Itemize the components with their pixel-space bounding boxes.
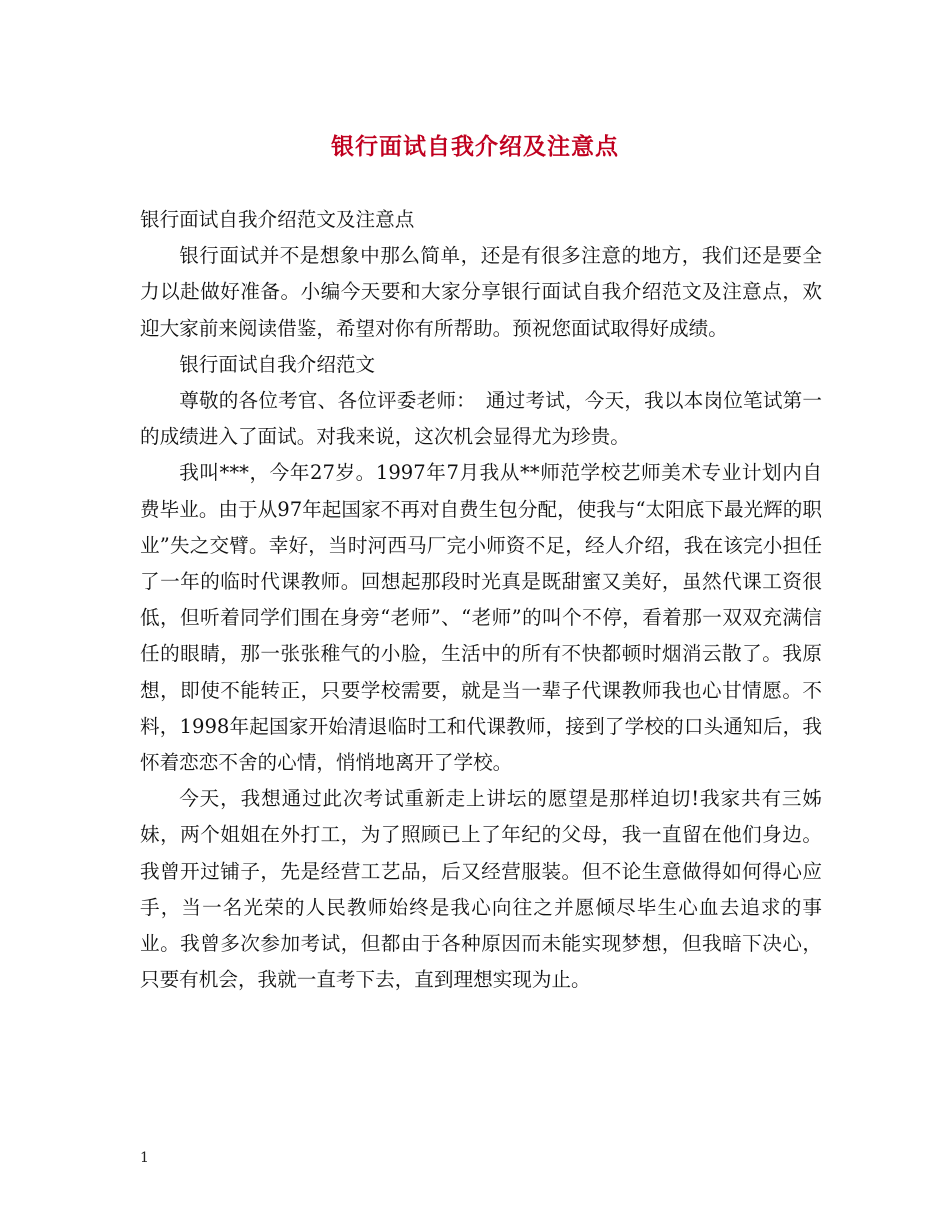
page-number: 1	[140, 1150, 149, 1166]
paragraph: 今天，我想通过此次考试重新走上讲坛的愿望是那样迫切!我家共有三姊妹，两个姐姐在外打工，为了照顾已上了年纪的父母，我一直留在他们身边。我曾开过铺子，先是经营工艺品，后又经营服装。但不论生意做得如何得心应手，当一名光荣的人民教师始终是我心向往之并愿倾尽毕生心血去追求的事业。我曾多次参加考试，但都由于各种原因而未能实现梦想，但我暗下决心，只要有机会，我就一直考下去，直到理想实现为止。	[140, 787, 822, 992]
paragraph: 尊敬的各位考官、各位评委老师： 通过考试，今天，我以本岗位笔试第一的成绩进入了面试。对我来说，这次机会显得尤为珍贵。	[140, 389, 822, 449]
paragraph: 银行面试并不是想象中那么简单，还是有很多注意的地方，我们还是要全力以赴做好准备。小编今天要和大家分享银行面试自我介绍范文及注意点，欢迎大家前来阅读借鉴，希望对你有所帮助。预祝您面试取得好成绩。	[140, 244, 822, 340]
document-title: 银行面试自我介绍及注意点	[331, 133, 619, 160]
section-heading: 银行面试自我介绍范文	[179, 352, 376, 376]
paragraph: 我叫***，今年27岁。1997年7月我从**师范学校艺师美术专业计划内自费毕业。由于从97年起国家不再对自费生包分配，使我与“太阳底下最光辉的职业”失之交臂。幸好，当时河西马厂完小师资不足，经人介绍，我在该完小担任了一年的临时代课教师。回想起那段时光真是既甜蜜又美好，虽然代课工资很低，但听着同学们围在身旁“老师”、“老师”的叫个不停，看着那一双双充满信任的眼睛，那一张张稚气的小脸，生活中的所有不快都顿时烟消云散了。我原想，即使不能转正，只要学校需要，就是当一辈子代课教师我也心甘情愿。不料，1998年起国家开始清退临时工和代课教师，接到了学校的口头通知后，我怀着恋恋不舍的心情，悄悄地离开了学校。	[140, 461, 822, 775]
document-body	[140, 202, 822, 998]
paragraph: 银行面试自我介绍范文及注意点	[140, 208, 415, 231]
